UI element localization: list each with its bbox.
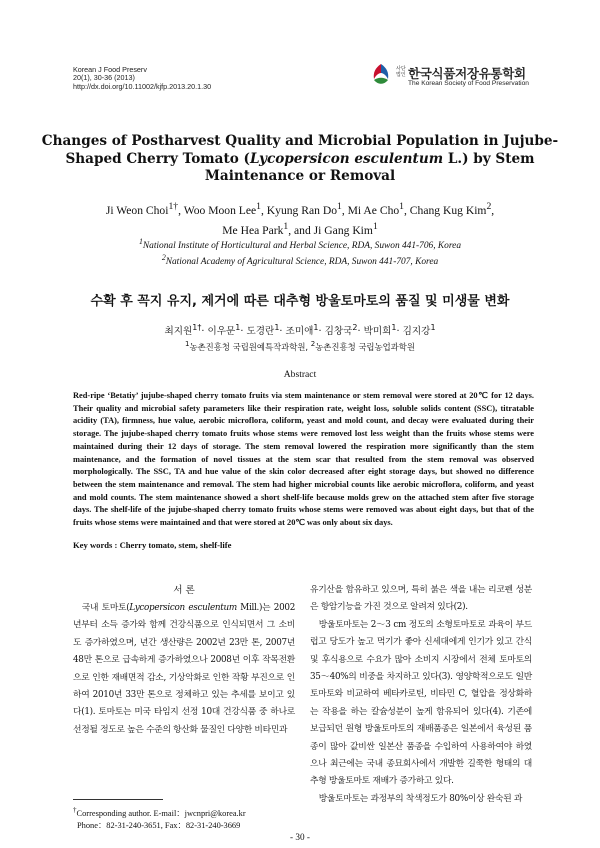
keywords: Key words : Cherry tomato, stem, shelf-life	[73, 540, 232, 550]
society-corp-label: 사단 법인	[396, 66, 406, 78]
corresponding-author-footnote: †Corresponding author. E-mail：jwcnpri@korea.kr Phone：82-31-240-3651, Fax：82-31-240-3669	[73, 806, 246, 830]
society-name-kr: 한국식품저장유통학회	[408, 66, 526, 81]
journal-name: Korean J Food Preserv	[73, 65, 147, 74]
footnote-divider	[73, 799, 163, 800]
korean-affiliations: $^1$농촌진흥청 국립원예특작과학원, $^2$농촌진흥청 국립농업과학원	[185, 340, 415, 352]
keywords-list: Cherry tomato, stem, shelf-life	[119, 540, 232, 550]
paper-title: Changes of Postharvest Quality and Microbial Population in Jujube- Shaped Cherry Tomato (Lycopersicon esculentum L.) by Stem Maintenance or Removal	[41, 133, 559, 184]
paragraph: 국내 토마토(Lycopersicon esculentum Mill.)는 2002년부터 소득 증가와 함께 건강식품으로 인식되면서 그 소비도 증가하였으며, 년간 생산량은 2002년 23만 톤, 2007년 48만 톤으로 급속하게 증가하였으나 2008년 이후 작목전환으로 인한 재배면적 감소, 기상악화로 인한 작황 부진으로 인하여 2010년 33만 톤으로 정체하고 있는 추세를 보이고 있다(1). 토마토는 미국 타임지 선정 10대 건강식품 중 하나로 선정될 정도로 높은 수준의 항산화 물질인 다양한 비타민과	[73, 603, 295, 735]
author-line-1: Ji Weon Choi$^{1\dagger}$, Woo Moon Lee$^1$, Kyung Ran Do$^1$, Mi Ae Cho$^1$, Chang Kug Kim$^2$,	[105, 201, 495, 217]
society-emblem-icon	[370, 63, 392, 87]
body-column-right	[310, 582, 532, 808]
keywords-label: Key words	[73, 540, 113, 550]
paragraph: 방울토마토는 2～3 cm 정도의 소형토마토로 과육이 부드럽고 당도가 높고 먹기가 좋아 신세대에게 인기가 있고 간식 및 후식용으로 수요가 많아 소비지 시장에서 전체 토마토의 35～40%의 비중을 차지하고 있다(3). 영양학적으로도 일반토마토와 비교하여 베타카로틴, 비타민 C, 혈압을 정상화하는 작용을 하는 칼슘성분이 높게 함유되어 있다(4). 기존에 보급되던 원형 방울토마토의 재배품종은 일본에서 육성된 품종이 많아 값비싼 일본산 품종을 수입하여 사용하여야 하였으나 최근에는 국내 종묘회사에서 개발한 길쭉한 형태의 대추형 방울토마토 재배가 증가하고 있다.	[310, 619, 532, 787]
section-heading-introduction: 서 론	[173, 585, 195, 596]
page-number: - 30 -	[290, 832, 310, 842]
korean-author-list: 최지원$^{1\dagger}$· 이우문$^1$· 도경란$^1$· 조미애$^1$· 김창국$^2$· 박미희$^1$· 김지강$^1$	[164, 323, 436, 338]
author-line-2: Me Hea Park$^1$, and Ji Gang Kim$^1$	[222, 220, 378, 237]
society-logo	[370, 62, 548, 90]
paragraph: 유기산을 함유하고 있으며, 특히 붉은 색을 내는 리코펜 성분은 항암기능을 가진 것으로 알려져 있다(2).	[310, 585, 532, 613]
journal-citation	[73, 66, 211, 91]
journal-doi: http://dx.doi.org/10.11002/kjfp.2013.20.1.30	[73, 81, 212, 91]
author-list	[40, 199, 560, 239]
abstract-heading: Abstract	[283, 369, 317, 380]
paragraph: 방울토마토는 과정부의 착색정도가 80%이상 완숙된 과	[318, 793, 523, 804]
affiliations: $^1$National Institute of Horticultural and Herbal Science, RDA, Suwon 441-706, Korea $^2$National Academy of Agricultural Science, RDA, Suwon 441-707, Korea	[138, 237, 462, 268]
society-name-en: The Korean Society of Food Preservation	[408, 80, 529, 87]
journal-volume: 20(1), 30-36 (2013)	[73, 73, 135, 83]
body-column-left	[73, 600, 295, 739]
korean-title: 수확 후 꼭지 유지, 제거에 따른 대추형 방울토마토의 품질 및 미생물 변화	[90, 294, 510, 309]
abstract-text: Red-ripe ‘Betatiy’ jujube-shaped cherry tomato fruits via stem maintenance or stem removal were stored at 20℃ for 12 days. Their quality and microbial safety parameters like their respiration rate, weight loss, soluble solids content (SSC), titratable acidity (TA), firmness, hue value, aerobic microflora, coliform, yeast and mold count, and decay were evaluated during their storage. The jujube-shaped cherry tomato fruits whose stems were removed lost less weight than the fruits whose stems were maintained during their 12 days of storage. The stem removal lowered the respiration more significantly than the stem maintenance, and the formation of novel tissues at the stem scar that resulted from the stem removal was observed morphologically. The SSC, TA and hue value of the skin color decreased after eight storage days, but showed no difference between the stem maintenance and removal. The stem had higher microbial counts like aerobic microflora, coliform, and yeast and mold counts. The stem maintenance showed a short shelf-life because molds grew on the attached stem after five storage days. The shelf-life of the jujube-shaped cherry tomato fruits whose stems were removed was about eight days, but that of the fruits whose stems were maintained and that were stored at 20℃ was only about six days.	[73, 391, 534, 528]
